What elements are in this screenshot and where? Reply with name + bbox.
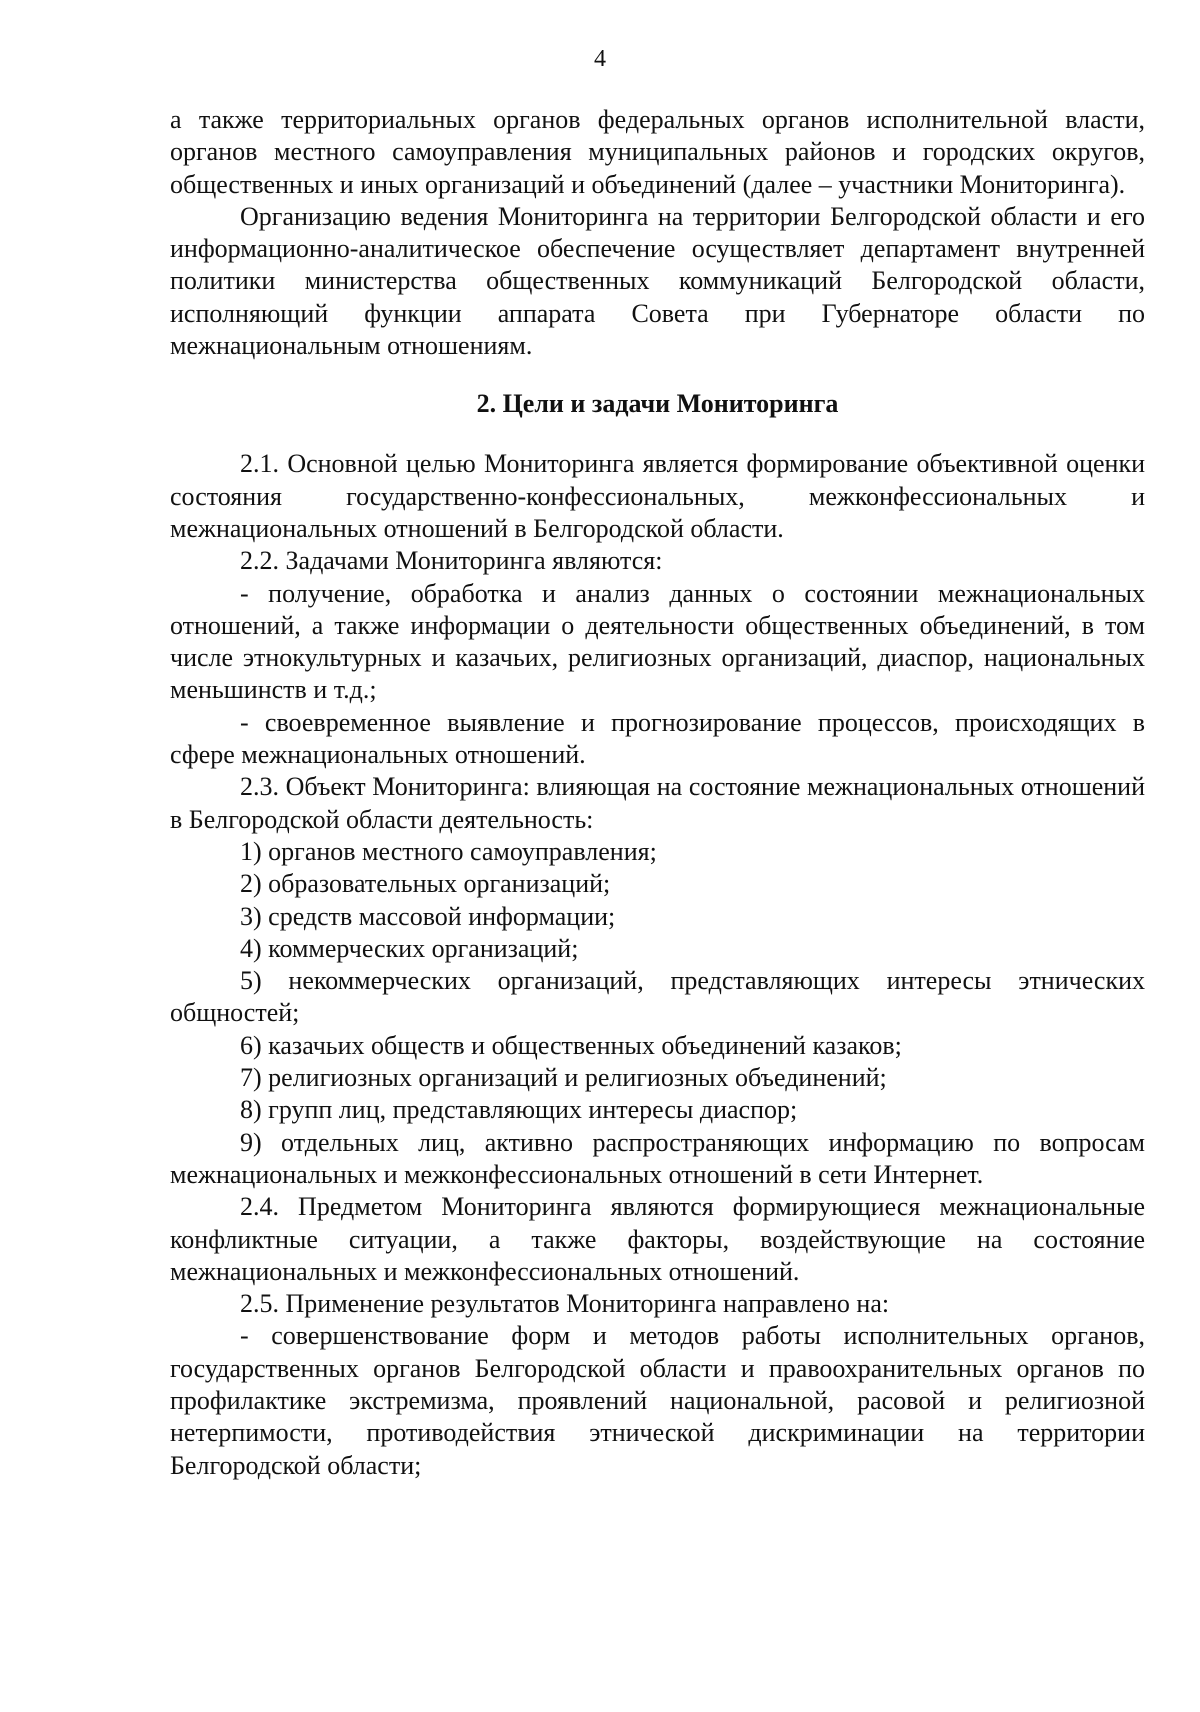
section-paragraph: 9) отдельных лиц, активно распространяющих информацию по вопросам межнациональных и межконфессиональных отношений в сети Интернет. — [170, 1127, 1145, 1189]
page-number: 4 — [594, 46, 606, 72]
section-paragraph: 1) органов местного самоуправления; — [240, 836, 657, 866]
section-paragraph: 2.1. Основной целью Мониторинга является формирование объективной оценки состояния государственно-конфессиональных, межконфессиональных и межнациональных отношений в Белгородской области. — [170, 449, 1145, 543]
section-heading: 2. Цели и задачи Мониторинга — [476, 389, 839, 419]
section-paragraph: 2.4. Предметом Мониторинга являются формирующиеся межнациональные конфликтные ситуации, а также факторы, воздействующие на состояние межнациональных и межконфессиональных отношений. — [170, 1192, 1145, 1286]
section-paragraph: 3) средств массовой информации; — [240, 901, 616, 931]
section-paragraph: 8) групп лиц, представляющих интересы диаспор; — [240, 1095, 798, 1125]
section-paragraph: 6) казачьих обществ и общественных объединений казаков; — [240, 1030, 902, 1060]
document-body — [170, 104, 1145, 1482]
intro-paragraph: Организацию ведения Мониторинга на территории Белгородской области и его информационно-аналитическое обеспечение осуществляет департамент внутренней политики министерства общественных коммуникаций Белгородской области, исполняющий функции аппарата Совета при Губернаторе области по межнациональным отношениям. — [170, 201, 1145, 361]
section-paragraphs — [170, 448, 1145, 1482]
section-paragraph: 7) религиозных организаций и религиозных объединений; — [240, 1063, 887, 1093]
intro-paragraphs — [170, 104, 1145, 362]
section-paragraph: 2.5. Применение результатов Мониторинга направлено на: — [240, 1289, 890, 1319]
section-paragraph: - совершенствование форм и методов работы исполнительных органов, государственных органов Белгородской области и правоохранительных органов по профилактике экстремизма, проявлений национальной, расовой и религиозной нетерпимости, противодействия этнической дискриминации на территории Белгородской области; — [170, 1321, 1145, 1480]
section-paragraph: - своевременное выявление и прогнозирование процессов, происходящих в сфере межнациональных отношений. — [170, 707, 1145, 770]
section-paragraph: 2) образовательных организаций; — [240, 869, 611, 899]
section-paragraph: 4) коммерческих организаций; — [240, 933, 579, 963]
intro-paragraph: а также территориальных органов федеральных органов исполнительной власти, органов местного самоуправления муниципальных районов и городских округов, общественных и иных организаций и объединений (далее – участники Мониторинга). — [170, 105, 1145, 199]
section-paragraph: 2.3. Объект Мониторинга: влияющая на состояние межнациональных отношений в Белгородской области деятельность: — [170, 772, 1145, 834]
section-paragraph: 5) некоммерческих организаций, представляющих интересы этнических общностей; — [170, 966, 1145, 1028]
section-paragraph: - получение, обработка и анализ данных о состоянии межнациональных отношений, а также информации о деятельности общественных объединений, в том числе этнокультурных и казачьих, религиозных организаций, диаспор, национальных меньшинств и т.д.; — [170, 578, 1145, 705]
section-paragraph: 2.2. Задачами Мониторинга являются: — [240, 546, 663, 576]
